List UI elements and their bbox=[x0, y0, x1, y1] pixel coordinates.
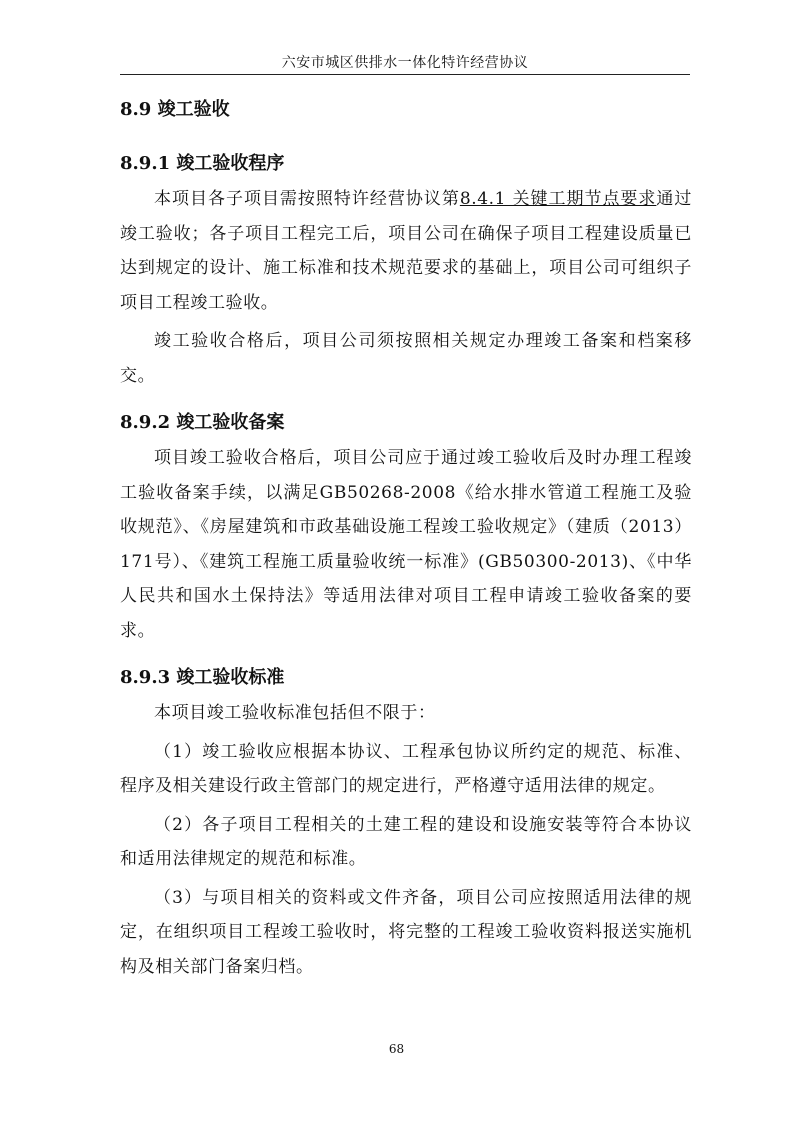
section-title: 8.9 竣工验收 bbox=[120, 99, 230, 120]
paragraph-acceptance-filing: 项目竣工验收合格后，项目公司应于通过竣工验收后及时办理工程竣工验收备案手续，以满足GB50268-2008《给水排水管道工程施工及验收规范》、《房屋建筑和市政基础设施工程竣工验收规定》（建质（2013）171号）、《建筑工程施工质量验收统一标准》(GB50300-2013)、《中华人民共和国水土保持法》等适用法律对项目工程申请竣工验收备案的要求。 bbox=[120, 448, 692, 641]
paragraph-text: 通过竣工验收；各子项目工程完工后，项目公司在确保子项目工程建设质量已达到规定的设计、施工标准和技术规范要求的基础上，项目公司可组织子项目工程竣工验收。 bbox=[120, 189, 693, 313]
page-header: 六安市城区供排水一体化特许经营协议 bbox=[281, 55, 529, 71]
subsection-title-1: 8.9.1 竣工验收程序 bbox=[120, 153, 285, 174]
paragraph-text: 本项目各子项目需按照特许经营协议第 bbox=[154, 189, 460, 209]
list-item: （2）各子项目工程相关的土建工程的建设和设施安装等符合本协议和适用法律规定的规范和标准。 bbox=[120, 814, 692, 869]
document-body bbox=[120, 92, 692, 984]
clause-reference-link[interactable]: 8.4.1 关键工期节点要求 bbox=[459, 189, 657, 209]
paragraph-archive-transfer: 竣工验收合格后，项目公司须按照相关规定办理竣工备案和档案移交。 bbox=[120, 331, 692, 386]
header-divider bbox=[120, 74, 690, 75]
list-item: （1）竣工验收应根据本协议、工程承包协议所约定的规范、标准、程序及相关建设行政主管部门的规定进行，严格遵守适用法律的规定。 bbox=[120, 741, 692, 796]
page-number: 68 bbox=[388, 1042, 405, 1056]
paragraph-acceptance-procedure bbox=[120, 182, 692, 320]
paragraph-standards-intro: 本项目竣工验收标准包括但不限于： bbox=[154, 703, 436, 723]
subsection-title-2: 8.9.2 竣工验收备案 bbox=[120, 412, 285, 433]
list-item: （3）与项目相关的资料或文件齐备，项目公司应按照适用法律的规定，在组织项目工程竣工验收时，将完整的工程竣工验收资料报送实施机构及相关部门备案归档。 bbox=[120, 887, 692, 977]
subsection-title-3: 8.9.3 竣工验收标准 bbox=[120, 667, 285, 688]
